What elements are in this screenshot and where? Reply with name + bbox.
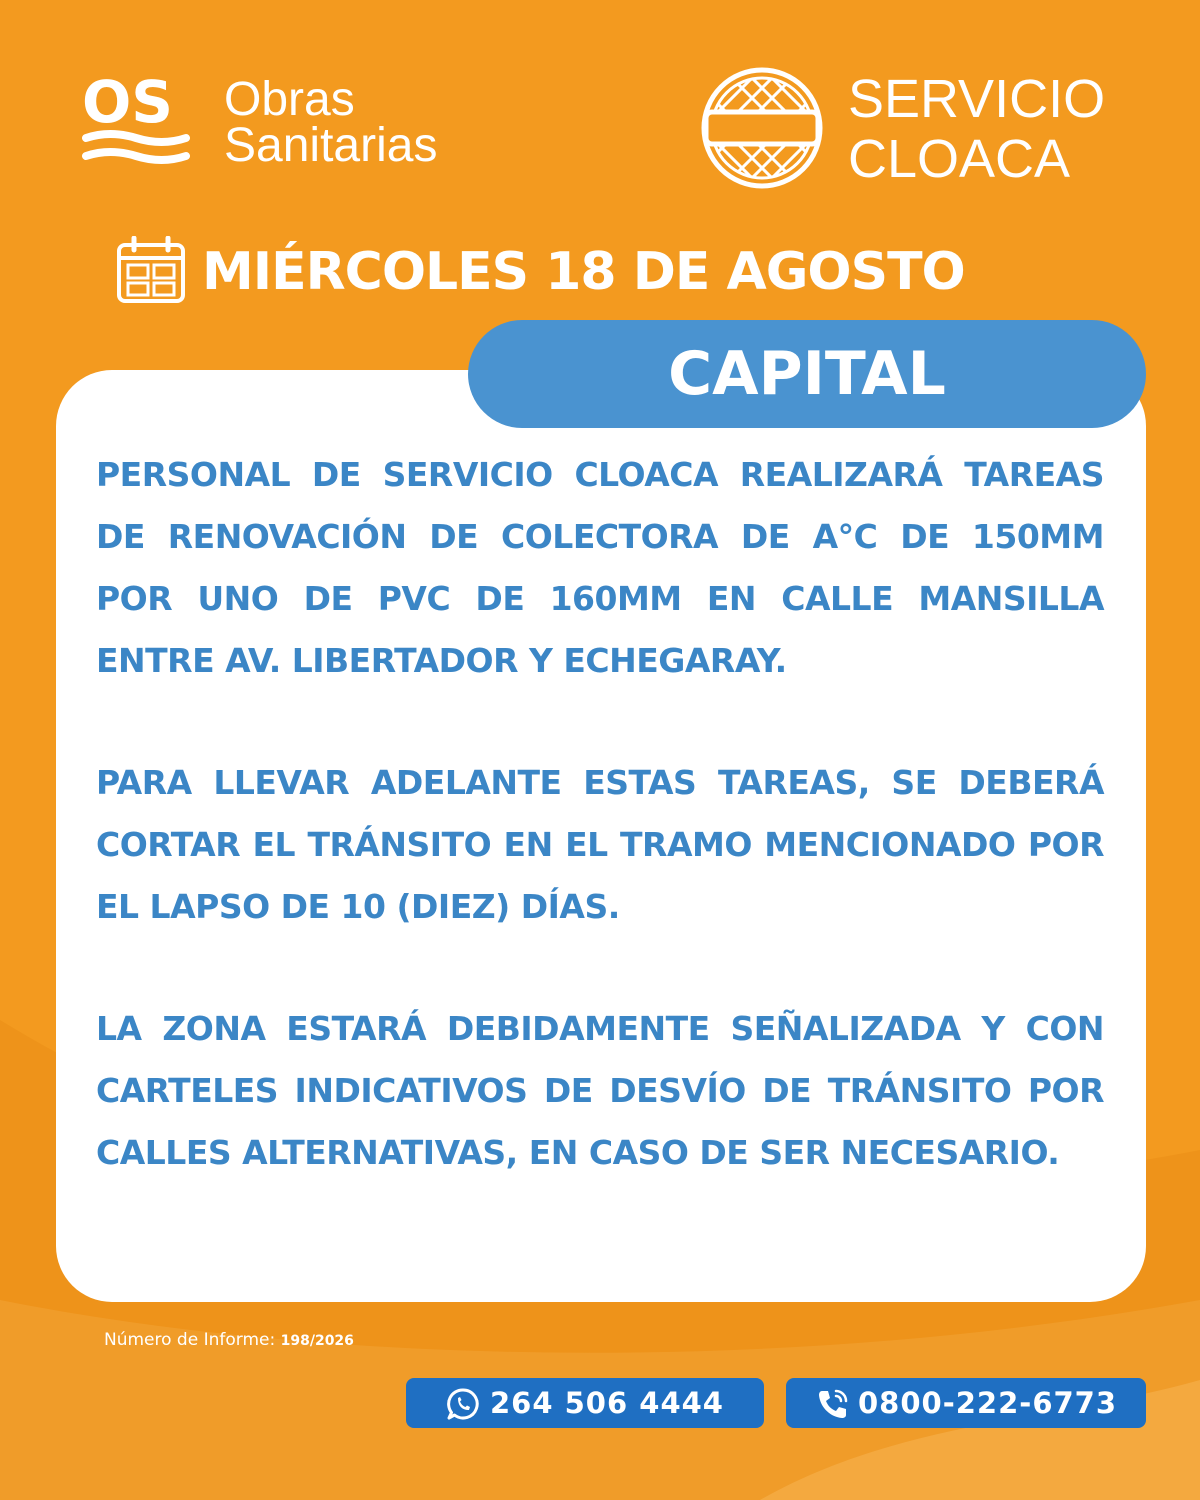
phone-icon — [816, 1387, 850, 1421]
report-number — [104, 1328, 354, 1353]
report-value: 198/2026 — [280, 1333, 354, 1349]
announcement-paragraph-2: PARA LLEVAR ADELANTE ESTAS TAREAS, SE DEBERÁ CORTAR EL TRÁNSITO EN EL TRAMO MENCIONADO POR EL LAPSO DE 10 (DIEZ) DÍAS. — [96, 763, 1104, 926]
region-tab — [468, 320, 1146, 428]
manhole-cover-icon — [700, 66, 824, 190]
brand-name-line2: Sanitarias — [224, 119, 438, 172]
brand-name-line1: Obras — [224, 73, 355, 126]
os-logo-icon — [82, 70, 192, 180]
brand-logo — [82, 70, 502, 180]
report-label: Número de Informe: — [104, 1330, 276, 1350]
svg-text:OS: OS — [82, 70, 174, 136]
date-text: MIÉRCOLES 18 DE AGOSTO — [202, 242, 965, 302]
phone-contact-button[interactable] — [786, 1378, 1146, 1428]
whatsapp-number: 264 506 4444 — [490, 1386, 724, 1420]
service-badge — [700, 66, 1120, 190]
phone-number: 0800-222-6773 — [858, 1386, 1118, 1420]
service-title-line1: SERVICIO — [848, 69, 1106, 129]
service-title-line2: CLOACA — [848, 129, 1071, 189]
date-row — [116, 236, 1016, 306]
whatsapp-icon — [446, 1387, 480, 1421]
announcement-paragraph-3: LA ZONA ESTARÁ DEBIDAMENTE SEÑALIZADA Y CON CARTELES INDICATIVOS DE DESVÍO DE TRÁNSITO POR CALLES ALTERNATIVAS, EN CASO DE SER NECESARIO. — [96, 1009, 1104, 1172]
region-label: CAPITAL — [668, 339, 946, 409]
announcement-paragraph-1: PERSONAL DE SERVICIO CLOACA REALIZARÁ TAREAS DE RENOVACIÓN DE COLECTORA DE A°C DE 150MM POR UNO DE PVC DE 160MM EN CALLE MANSILLA ENTRE AV. LIBERTADOR Y ECHEGARAY. — [96, 455, 1104, 680]
calendar-icon — [116, 236, 186, 306]
whatsapp-contact-button[interactable] — [406, 1378, 764, 1428]
